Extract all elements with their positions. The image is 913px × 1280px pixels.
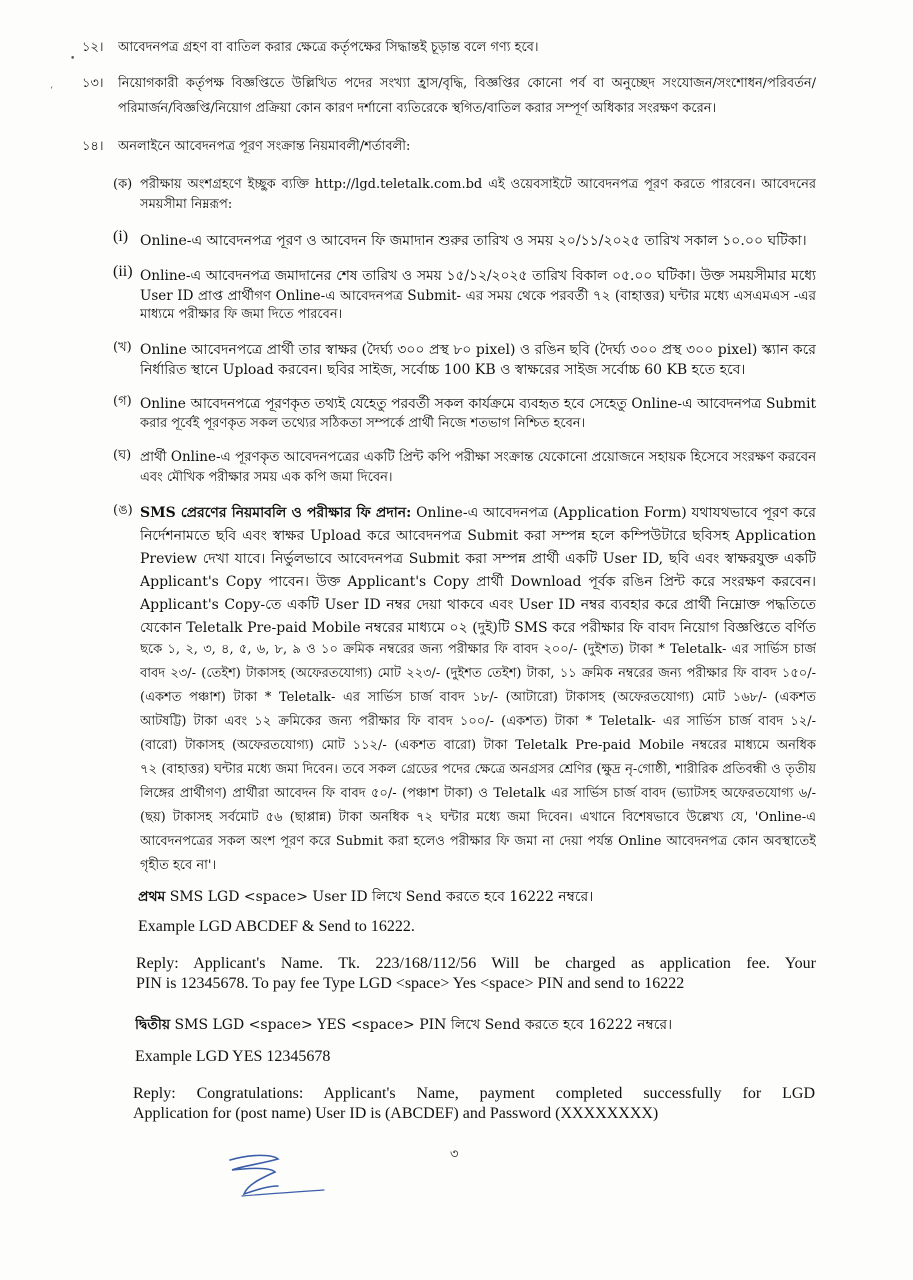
- subclause-uma-line: যেকোন Teletalk Pre-paid Mobile নম্বরের মাধ্যমে ০২ (দুই)টি SMS করে পরীক্ষার ফি বাবদ নিয়োগ বিজ্ঞপ্তিতে বর্ণিত: [140, 620, 816, 636]
- subclause-uma-line: গৃহীত হবে না'।: [140, 858, 217, 873]
- subclause-uma-line: নির্দেশনামতে ছবি এবং স্বাক্ষর Upload করে আবেদনপত্র Submit করা সম্পন্ন হলে কম্পিউটারে ছবিসহ Application: [140, 528, 816, 544]
- reply-first-line: Reply: Applicant's Name. Tk. 223/168/112/56 Will be charged as application fee. Your: [136, 955, 816, 972]
- subclause-uma-heading: SMS প্রেরণের নিয়মাবলি ও পরীক্ষার ফি প্রদান:: [140, 505, 412, 521]
- subclause-ga-line: করার পূর্বেই পূরণকৃত সকল তথ্যের সঠিকতা সম্পর্কে প্রার্থী নিজে শতভাগ নিশ্চিত হবেন।: [140, 416, 586, 431]
- subclause-ka-line: সময়সীমা নিম্নরূপ:: [140, 197, 233, 212]
- clause-13-number: ১৩।: [82, 76, 104, 91]
- subclause-kha-line: Online আবেদনপত্রে প্রার্থী তার স্বাক্ষর (দৈর্ঘ্য ৩০০ প্রস্থ ৮০ pixel) ও রঙিন ছবি (দৈর্ঘ্য ৩০০ প্রস্থ ৩০০ pixel) স্ক্যান করে: [140, 342, 816, 358]
- subclause-ka-line: পরীক্ষায় অংশগ্রহণে ইচ্ছুক ব্যক্তি http://lgd.teletalk.com.bd এই ওয়েবসাইটে আবেদনপত্র পূরণ করতে পারবেন। আবেদনের: [140, 177, 816, 192]
- subclause-ka-number: (ক): [113, 177, 133, 192]
- example-first: Example LGD ABCDEF & Send to 16222.: [138, 918, 415, 935]
- subclause-gha-line: এবং মৌখিক পরীক্ষার সময় এক কপি জমা দিবেন।: [140, 470, 393, 485]
- clause-13-line: নিয়োগকারী কর্তৃপক্ষ বিজ্ঞপ্তিতে উল্লিখিত পদের সংখ্যা হ্রাস/বৃদ্ধি, বিজ্ঞপ্তির কোনো পর্ব বা অনুচ্ছেদ সংযোজন/সংশোধন/পরিবর্তন/: [118, 76, 816, 91]
- subclause-ii-number: (ii): [113, 263, 133, 280]
- clause-14-number: ১৪।: [82, 139, 104, 154]
- subclause-uma-line: (একশত পঞ্চাশ) টাকা * Teletalk- এর সার্ভিস চার্জ বাবদ ১৮/- (আটারো) টাকাসহ (অফেরতযোগ্য) মোট ১৬৮/- (একশত: [140, 690, 816, 705]
- sms-second-label: দ্বিতীয়: [135, 1017, 171, 1033]
- subclause-i-text: Online-এ আবেদনপত্র পূরণ ও আবেদন ফি জমাদান শুরুর তারিখ ও সময় ২০/১১/২০২৫ তারিখ সকাল ১০.০০ ঘটিকা।: [140, 233, 807, 249]
- subclause-uma-line: Applicant's Copy-তে একটি User ID নম্বর দেয়া থাকবে এবং User ID নম্বর ব্যবহার করে প্রার্থী নিম্নোক্ত পদ্ধতিতে: [140, 597, 816, 613]
- subclause-uma-line: লিঙ্গের প্রার্থীগণ) প্রার্থীরা আবেদন ফি বাবদ ৫০/- (পঞ্চাশ টাকা) ও Teletalk এর সার্ভিস চার্জ বাবদ (ভ্যাটসহ অফেরতযোগ্য ৬/-: [140, 786, 816, 801]
- subclause-uma-line: ৭২ (বাহাত্তর) ঘন্টার মধ্যে জমা দিবেন। তবে সকল গ্রেডের পদের ক্ষেত্রে অনগ্রসর শ্রেণির (ক্ষুদ্র নৃ-গোষ্ঠী, শারীরিক প্রতিবন্ধী ও তৃতীয়: [140, 762, 816, 777]
- subclause-kha-line: নির্ধারিত স্থানে Upload করবেন। ছবির সাইজ, সর্বোচ্চ 100 KB ও স্বাক্ষরের সাইজ সর্বোচ্চ 60 KB হতে হবে।: [140, 362, 746, 378]
- subclause-uma-line: ছকে ১, ২, ৩, ৪, ৫, ৬, ৮, ৯ ও ১০ ক্রমিক নম্বরের জন্য পরীক্ষার ফি বাবদ ২০০/- (দুইশত) টাকা * Teletalk- এর সার্ভিস চার্জ: [140, 642, 816, 657]
- subclause-uma-line: আটষট্টি) টাকা এবং ১২ ক্রমিকের জন্য পরীক্ষার ফি বাবদ ১০০/- (একশত) টাকা * Teletalk- এর সার্ভিস চার্জ বাবদ ১২/-: [140, 714, 816, 729]
- sms-first-instruction: [138, 885, 818, 909]
- sms-second-instruction: [135, 1013, 815, 1037]
- subclause-gha-number: (ঘ): [113, 448, 132, 463]
- margin-dot: •: [70, 54, 76, 64]
- signature-initials: [220, 1150, 335, 1205]
- subclause-ii-line: Online-এ আবেদনপত্র জমাদানের শেষ তারিখ ও সময় ১৫/১২/২০২৫ তারিখ বিকাল ০৫.০০ ঘটিকা। উক্ত সময়সীমার মধ্যে: [140, 268, 816, 284]
- subclause-ii-line: মাধ্যমে পরীক্ষার ফি জমা দিতে পারবেন।: [140, 307, 343, 322]
- reply-second-line: Reply: Congratulations: Applicant's Name, payment completed successfully for LGD: [133, 1085, 815, 1102]
- sms-first-text: SMS LGD <space> User ID লিখে Send করতে হবে 16222 নম্বরে।: [165, 889, 594, 905]
- subclause-uma-line: (বারো) টাকাসহ (অফেরতযোগ্য) মোট ১১২/- (একশত বারো) টাকা Teletalk Pre-paid Mobile নম্বরের মাধ্যমে অনধিক: [140, 738, 816, 753]
- reply-second-line: Application for (post name) User ID is (ABCDEF) and Password (XXXXXXXX): [133, 1105, 659, 1122]
- subclause-uma-line: Applicant's Copy পাবেন। উক্ত Applicant's Copy প্রার্থী Download পূর্বক রঙিন প্রিন্ট করে সংরক্ষণ করবেন।: [140, 574, 816, 590]
- subclause-kha-number: (খ): [113, 340, 132, 355]
- subclause-uma-first-line: [140, 501, 816, 525]
- clause-13-line: পরিমার্জন/বিজ্ঞপ্তি/নিয়োগ প্রক্রিয়া কোন কারণ দর্শানো ব্যতিরেকে স্থগিত/বাতিল করার সম্পূর্ণ অধিকার সংরক্ষণ করেন।: [118, 101, 717, 116]
- subclause-uma-number: (ঙ): [113, 503, 133, 518]
- example-second: Example LGD YES 12345678: [135, 1048, 331, 1065]
- subclause-uma-line: বাবদ ২৩/- (তেইশ) টাকাসহ (অফেরতযোগ্য) মোট ২২৩/- (দুইশত তেইশ) টাকা, ১১ ক্রমিক নম্বরের জন্য পরীক্ষার ফি বাবদ ১৫০/-: [140, 666, 816, 681]
- reply-first-line: PIN is 12345678. To pay fee Type LGD <space> Yes <space> PIN and send to 16222: [136, 975, 685, 992]
- subclause-i-number: (i): [113, 228, 129, 245]
- clause-12-number: ১২।: [82, 40, 104, 55]
- subclause-uma-line: Preview দেখা যাবে। নির্ভুলভাবে আবেদনপত্র Submit করা সম্পন্ন প্রার্থী একটি User ID, ছবি এবং স্বাক্ষরযুক্ত একটি: [140, 551, 816, 567]
- clause-14-heading: অনলাইনে আবেদনপত্র পূরণ সংক্রান্ত নিয়মাবলী/শর্তাবলী:: [118, 139, 411, 154]
- clause-12-text: আবেদনপত্র গ্রহণ বা বাতিল করার ক্ষেত্রে কর্তৃপক্ষের সিদ্ধান্তই চূড়ান্ত বলে গণ্য হবে।: [118, 40, 539, 55]
- margin-dot: ʻ: [50, 86, 53, 96]
- subclause-ga-line: Online আবেদনপত্রে পূরণকৃত তথ্যই যেহেতু পরবর্তী সকল কার্যক্রমে ব্যবহৃত হবে সেহেতু Online-এ আবেদনপত্র Submit: [140, 396, 816, 412]
- subclause-ga-number: (গ): [113, 394, 132, 409]
- subclause-uma-line: (ছয়) টাকাসহ সর্বমোট ৫৬ (ছাপ্পান্ন) টাকা অনধিক ৭২ ঘন্টার মধ্যে জমা দিবেন। এখানে বিশেষভাবে উল্লেখ্য যে, 'Online-এ: [140, 810, 816, 825]
- subclause-gha-line: প্রার্থী Online-এ পূরণকৃত আবেদনপত্রের একটি প্রিন্ট কপি পরীক্ষা সংক্রান্ত যেকোনো প্রয়োজনে সহায়ক হিসেবে সংরক্ষণ করবেন: [140, 449, 816, 465]
- subclause-uma-line: আবেদনপত্রের সকল অংশ পূরণ করে Submit করা হলেও পরীক্ষার ফি জমা না দেয়া পর্যন্ত Online আবেদনপত্র কোন অবস্থাতেই: [140, 834, 816, 849]
- sms-first-label: প্রথম: [138, 889, 166, 905]
- page-number: ৩: [450, 1147, 459, 1162]
- subclause-ii-line: User ID প্রাপ্ত প্রার্থীগণ Online-এ আবেদনপত্র Submit- এর সময় থেকে পরবর্তী ৭২ (বাহাত্তর) ঘন্টার মধ্যে এসএমএস -এর: [140, 288, 816, 304]
- subclause-uma-first-rest: Online-এ আবেদনপত্র (Application Form) যথাযথভাবে পূরণ করে: [411, 505, 816, 521]
- sms-second-text: SMS LGD <space> YES <space> PIN লিখে Send করতে হবে 16222 নম্বরে।: [170, 1017, 673, 1033]
